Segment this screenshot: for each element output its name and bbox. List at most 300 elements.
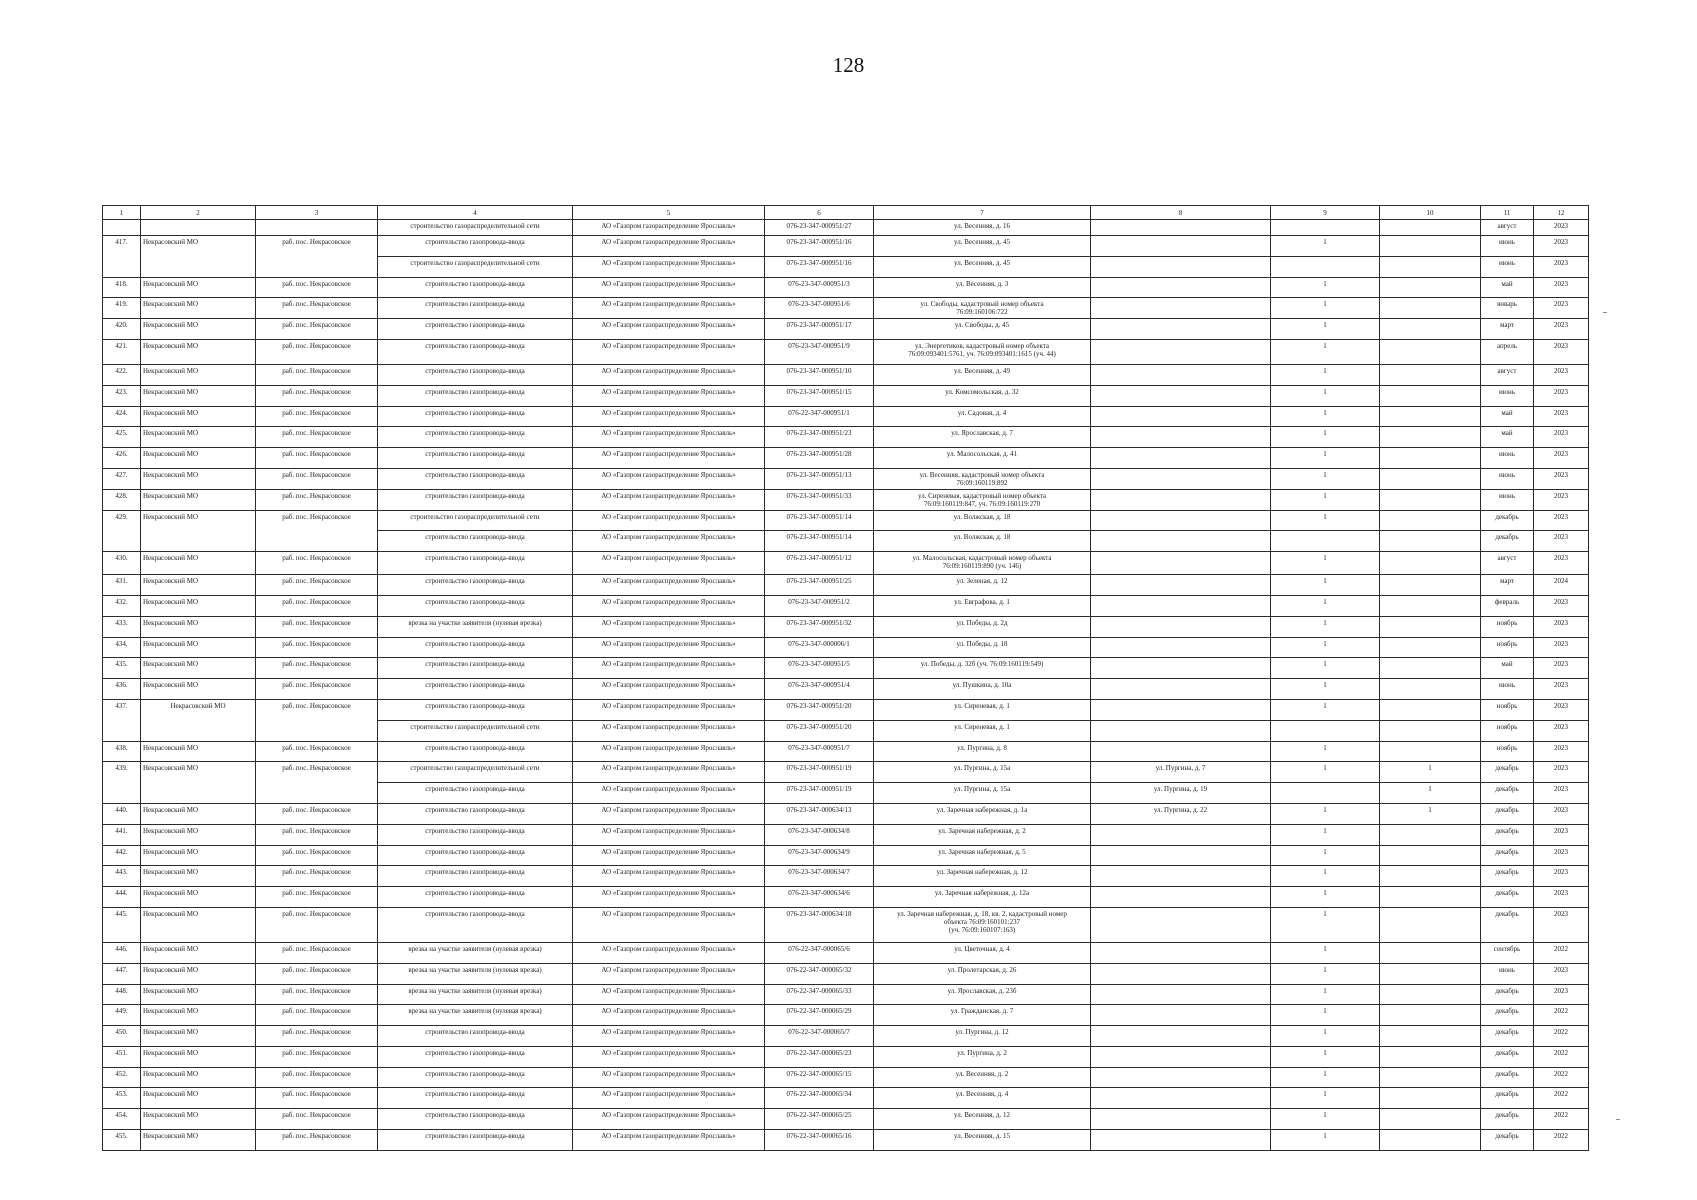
work-type: строительство газопровода-ввода bbox=[378, 319, 573, 340]
row-number bbox=[103, 220, 141, 236]
month: март bbox=[1481, 319, 1534, 340]
tu-number: 076-23-347-000951/10 bbox=[765, 364, 874, 385]
municipality: Некрасовский МО bbox=[141, 236, 256, 278]
extra-address bbox=[1091, 845, 1271, 866]
month: декабрь bbox=[1481, 1130, 1534, 1151]
tu-number: 076-22-347-000065/32 bbox=[765, 963, 874, 984]
table-row bbox=[103, 942, 1589, 963]
work-type: врезка на участке заявителя (нулевая врезка) bbox=[378, 963, 573, 984]
month: август bbox=[1481, 220, 1534, 236]
table-row bbox=[103, 277, 1589, 298]
municipality: Некрасовский МО bbox=[141, 845, 256, 866]
extra-address bbox=[1091, 427, 1271, 448]
tu-number: 076-23-347-000951/19 bbox=[765, 783, 874, 804]
work-type: строительство газопровода-ввода bbox=[378, 552, 573, 575]
work-type: строительство газораспределительной сети bbox=[378, 220, 573, 236]
table-row bbox=[103, 448, 1589, 469]
table-row bbox=[103, 637, 1589, 658]
month: январь bbox=[1481, 298, 1534, 319]
address: ул. Пургина, д. 15а bbox=[874, 783, 1091, 804]
table-row bbox=[103, 845, 1589, 866]
month: декабрь bbox=[1481, 1026, 1534, 1047]
count-col9: 1 bbox=[1271, 699, 1380, 720]
tu-number: 076-23-347-000951/9 bbox=[765, 339, 874, 364]
tu-number: 076-22-347-000951/1 bbox=[765, 406, 874, 427]
tu-number: 076-23-347-000951/2 bbox=[765, 595, 874, 616]
row-number: 426. bbox=[103, 448, 141, 469]
extra-address bbox=[1091, 448, 1271, 469]
settlement: раб. пос. Некрасовское bbox=[256, 236, 378, 278]
count-col9: 1 bbox=[1271, 1088, 1380, 1109]
row-number: 419. bbox=[103, 298, 141, 319]
extra-address bbox=[1091, 866, 1271, 887]
work-type: строительство газопровода-ввода bbox=[378, 339, 573, 364]
year: 2023 bbox=[1534, 531, 1589, 552]
table-row bbox=[103, 679, 1589, 700]
municipality: Некрасовский МО bbox=[141, 963, 256, 984]
row-number: 427. bbox=[103, 468, 141, 489]
municipality: Некрасовский МО bbox=[141, 637, 256, 658]
tu-number: 076-22-347-000065/16 bbox=[765, 1130, 874, 1151]
work-type: строительство газораспределительной сети bbox=[378, 510, 573, 531]
year: 2023 bbox=[1534, 658, 1589, 679]
count-col10 bbox=[1380, 595, 1481, 616]
tu-number: 076-23-347-000634/7 bbox=[765, 866, 874, 887]
count-col9: 1 bbox=[1271, 236, 1380, 257]
organization: АО «Газпром газораспределение Ярославль» bbox=[573, 510, 765, 531]
settlement: раб. пос. Некрасовское bbox=[256, 658, 378, 679]
month: ноябрь bbox=[1481, 699, 1534, 720]
tu-number: 076-23-347-000006/1 bbox=[765, 637, 874, 658]
tu-number: 076-23-347-000951/20 bbox=[765, 720, 874, 741]
row-number: 448. bbox=[103, 984, 141, 1005]
tu-number: 076-23-347-000951/15 bbox=[765, 385, 874, 406]
extra-address bbox=[1091, 984, 1271, 1005]
organization: АО «Газпром газораспределение Ярославль» bbox=[573, 679, 765, 700]
address: ул. Пургина, д. 2 bbox=[874, 1046, 1091, 1067]
extra-address bbox=[1091, 319, 1271, 340]
extra-address bbox=[1091, 637, 1271, 658]
month: май bbox=[1481, 427, 1534, 448]
count-col9: 1 bbox=[1271, 364, 1380, 385]
row-number: 450. bbox=[103, 1026, 141, 1047]
tu-number: 076-22-347-000065/6 bbox=[765, 942, 874, 963]
month: декабрь bbox=[1481, 762, 1534, 783]
year: 2023 bbox=[1534, 783, 1589, 804]
count-col9 bbox=[1271, 531, 1380, 552]
table-row bbox=[103, 1046, 1589, 1067]
tu-number: 076-23-347-000951/23 bbox=[765, 427, 874, 448]
organization: АО «Газпром газораспределение Ярославль» bbox=[573, 1109, 765, 1130]
tu-number: 076-22-347-000065/7 bbox=[765, 1026, 874, 1047]
year: 2023 bbox=[1534, 679, 1589, 700]
settlement: раб. пос. Некрасовское bbox=[256, 339, 378, 364]
municipality: Некрасовский МО bbox=[141, 1088, 256, 1109]
table-row bbox=[103, 699, 1589, 720]
count-col10 bbox=[1380, 220, 1481, 236]
tu-number: 076-23-347-000951/12 bbox=[765, 552, 874, 575]
work-type: строительство газопровода-ввода bbox=[378, 845, 573, 866]
table-row bbox=[103, 803, 1589, 824]
year: 2023 bbox=[1534, 236, 1589, 257]
organization: АО «Газпром газораспределение Ярославль» bbox=[573, 364, 765, 385]
month: ноябрь bbox=[1481, 637, 1534, 658]
row-number: 439. bbox=[103, 762, 141, 804]
extra-address bbox=[1091, 887, 1271, 908]
extra-address bbox=[1091, 824, 1271, 845]
work-type: строительство газопровода-ввода bbox=[378, 1067, 573, 1088]
tu-number: 076-23-347-000951/17 bbox=[765, 319, 874, 340]
organization: АО «Газпром газораспределение Ярославль» bbox=[573, 385, 765, 406]
tu-number: 076-23-347-000951/19 bbox=[765, 762, 874, 783]
year: 2022 bbox=[1534, 1088, 1589, 1109]
row-number: 431. bbox=[103, 575, 141, 596]
count-col10 bbox=[1380, 1109, 1481, 1130]
table-row bbox=[103, 1088, 1589, 1109]
extra-address bbox=[1091, 595, 1271, 616]
extra-address bbox=[1091, 963, 1271, 984]
count-col10 bbox=[1380, 236, 1481, 257]
month: июнь bbox=[1481, 256, 1534, 277]
year: 2023 bbox=[1534, 468, 1589, 489]
settlement: раб. пос. Некрасовское bbox=[256, 616, 378, 637]
settlement: раб. пос. Некрасовское bbox=[256, 984, 378, 1005]
count-col10 bbox=[1380, 385, 1481, 406]
settlement: раб. пос. Некрасовское bbox=[256, 845, 378, 866]
work-type: строительство газопровода-ввода bbox=[378, 277, 573, 298]
address: ул. Весенняя, д. 2 bbox=[874, 1067, 1091, 1088]
count-col9: 1 bbox=[1271, 679, 1380, 700]
settlement: раб. пос. Некрасовское bbox=[256, 866, 378, 887]
table-row bbox=[103, 552, 1589, 575]
municipality: Некрасовский МО bbox=[141, 762, 256, 804]
column-number: 12 bbox=[1534, 206, 1589, 220]
year: 2023 bbox=[1534, 699, 1589, 720]
municipality: Некрасовский МО bbox=[141, 741, 256, 762]
table-row bbox=[103, 741, 1589, 762]
settlement: раб. пос. Некрасовское bbox=[256, 1026, 378, 1047]
tu-number: 076-23-347-000951/3 bbox=[765, 277, 874, 298]
month: ноябрь bbox=[1481, 720, 1534, 741]
address: ул. Евграфова, д. 1 bbox=[874, 595, 1091, 616]
row-number: 451. bbox=[103, 1046, 141, 1067]
work-type: строительство газораспределительной сети bbox=[378, 256, 573, 277]
table-row bbox=[103, 1109, 1589, 1130]
year: 2022 bbox=[1534, 1046, 1589, 1067]
organization: АО «Газпром газораспределение Ярославль» bbox=[573, 824, 765, 845]
count-col10 bbox=[1380, 907, 1481, 942]
tu-number: 076-23-347-000634/18 bbox=[765, 907, 874, 942]
count-col9: 1 bbox=[1271, 595, 1380, 616]
table-row bbox=[103, 427, 1589, 448]
year: 2022 bbox=[1534, 1005, 1589, 1026]
table-row bbox=[103, 236, 1589, 257]
count-col10 bbox=[1380, 298, 1481, 319]
month: июнь bbox=[1481, 236, 1534, 257]
year: 2022 bbox=[1534, 1109, 1589, 1130]
count-col10 bbox=[1380, 427, 1481, 448]
count-col10 bbox=[1380, 741, 1481, 762]
settlement: раб. пос. Некрасовское bbox=[256, 824, 378, 845]
settlement: раб. пос. Некрасовское bbox=[256, 468, 378, 489]
row-number: 420. bbox=[103, 319, 141, 340]
month: декабрь bbox=[1481, 984, 1534, 1005]
address: ул. Заречная набережная, д. 18, кв. 2, кадастровый номер объекта 76:09:160101:237 (уч. 76:09:160107:163) bbox=[874, 907, 1091, 942]
table-row bbox=[103, 1026, 1589, 1047]
address: ул. Сиреневая, д. 1 bbox=[874, 699, 1091, 720]
settlement: раб. пос. Некрасовское bbox=[256, 575, 378, 596]
table-row bbox=[103, 762, 1589, 783]
row-number: 441. bbox=[103, 824, 141, 845]
month: май bbox=[1481, 406, 1534, 427]
count-col9: 1 bbox=[1271, 762, 1380, 783]
scan-mark bbox=[1603, 312, 1607, 313]
count-col9: 1 bbox=[1271, 1067, 1380, 1088]
count-col10 bbox=[1380, 277, 1481, 298]
month: март bbox=[1481, 575, 1534, 596]
tu-number: 076-23-347-000951/28 bbox=[765, 448, 874, 469]
municipality: Некрасовский МО bbox=[141, 595, 256, 616]
extra-address bbox=[1091, 298, 1271, 319]
municipality: Некрасовский МО bbox=[141, 907, 256, 942]
table-row bbox=[103, 510, 1589, 531]
work-type: строительство газопровода-ввода bbox=[378, 699, 573, 720]
year: 2023 bbox=[1534, 339, 1589, 364]
extra-address bbox=[1091, 531, 1271, 552]
extra-address bbox=[1091, 1026, 1271, 1047]
organization: АО «Газпром газораспределение Ярославль» bbox=[573, 220, 765, 236]
work-type: строительство газораспределительной сети bbox=[378, 720, 573, 741]
settlement: раб. пос. Некрасовское bbox=[256, 699, 378, 741]
count-col10 bbox=[1380, 448, 1481, 469]
column-number: 6 bbox=[765, 206, 874, 220]
work-type: строительство газопровода-ввода bbox=[378, 1130, 573, 1151]
count-col10 bbox=[1380, 406, 1481, 427]
settlement: раб. пос. Некрасовское bbox=[256, 803, 378, 824]
table-row bbox=[103, 984, 1589, 1005]
organization: АО «Газпром газораспределение Ярославль» bbox=[573, 339, 765, 364]
scan-mark bbox=[1616, 1119, 1620, 1120]
extra-address bbox=[1091, 406, 1271, 427]
row-number: 445. bbox=[103, 907, 141, 942]
year: 2023 bbox=[1534, 762, 1589, 783]
municipality: Некрасовский МО bbox=[141, 942, 256, 963]
settlement: раб. пос. Некрасовское bbox=[256, 510, 378, 552]
year: 2022 bbox=[1534, 942, 1589, 963]
organization: АО «Газпром газораспределение Ярославль» bbox=[573, 1067, 765, 1088]
organization: АО «Газпром газораспределение Ярославль» bbox=[573, 298, 765, 319]
row-number: 421. bbox=[103, 339, 141, 364]
count-col9: 1 bbox=[1271, 741, 1380, 762]
address: ул. Победы, д. 32б (уч. 76:09:160119:549) bbox=[874, 658, 1091, 679]
municipality: Некрасовский МО bbox=[141, 1026, 256, 1047]
municipality: Некрасовский МО bbox=[141, 364, 256, 385]
organization: АО «Газпром газораспределение Ярославль» bbox=[573, 427, 765, 448]
settlement: раб. пос. Некрасовское bbox=[256, 907, 378, 942]
table-row bbox=[103, 1005, 1589, 1026]
column-number: 4 bbox=[378, 206, 573, 220]
count-col10 bbox=[1380, 489, 1481, 510]
tu-number: 076-23-347-000951/14 bbox=[765, 510, 874, 531]
organization: АО «Газпром газораспределение Ярославль» bbox=[573, 741, 765, 762]
work-type: строительство газопровода-ввода bbox=[378, 741, 573, 762]
municipality: Некрасовский МО bbox=[141, 679, 256, 700]
organization: АО «Газпром газораспределение Ярославль» bbox=[573, 1088, 765, 1109]
column-number: 3 bbox=[256, 206, 378, 220]
extra-address bbox=[1091, 907, 1271, 942]
row-number: 447. bbox=[103, 963, 141, 984]
settlement: раб. пос. Некрасовское bbox=[256, 1046, 378, 1067]
extra-address bbox=[1091, 468, 1271, 489]
extra-address: ул. Пургина, д. 7 bbox=[1091, 762, 1271, 783]
row-number: 449. bbox=[103, 1005, 141, 1026]
work-type: строительство газопровода-ввода bbox=[378, 385, 573, 406]
work-type: строительство газораспределительной сети bbox=[378, 762, 573, 783]
settlement: раб. пос. Некрасовское bbox=[256, 1130, 378, 1151]
count-col10: 1 bbox=[1380, 762, 1481, 783]
settlement: раб. пос. Некрасовское bbox=[256, 385, 378, 406]
work-type: строительство газопровода-ввода bbox=[378, 907, 573, 942]
organization: АО «Газпром газораспределение Ярославль» bbox=[573, 762, 765, 783]
extra-address: ул. Пургина, д. 19 bbox=[1091, 783, 1271, 804]
count-col10 bbox=[1380, 963, 1481, 984]
extra-address bbox=[1091, 220, 1271, 236]
table-row bbox=[103, 298, 1589, 319]
organization: АО «Газпром газораспределение Ярославль» bbox=[573, 658, 765, 679]
municipality: Некрасовский МО bbox=[141, 427, 256, 448]
column-number: 8 bbox=[1091, 206, 1271, 220]
table-row bbox=[103, 824, 1589, 845]
settlement: раб. пос. Некрасовское bbox=[256, 942, 378, 963]
extra-address bbox=[1091, 658, 1271, 679]
organization: АО «Газпром газораспределение Ярославль» bbox=[573, 1005, 765, 1026]
row-number: 430. bbox=[103, 552, 141, 575]
count-col10 bbox=[1380, 319, 1481, 340]
year: 2023 bbox=[1534, 256, 1589, 277]
count-col10: 1 bbox=[1380, 783, 1481, 804]
organization: АО «Газпром газораспределение Ярославль» bbox=[573, 783, 765, 804]
address: ул. Волжская, д. 18 bbox=[874, 510, 1091, 531]
month: ноябрь bbox=[1481, 616, 1534, 637]
count-col9 bbox=[1271, 220, 1380, 236]
tu-number: 076-23-347-000634/13 bbox=[765, 803, 874, 824]
extra-address: ул. Пургина, д. 22 bbox=[1091, 803, 1271, 824]
municipality: Некрасовский МО bbox=[141, 468, 256, 489]
tu-number: 076-23-347-000951/7 bbox=[765, 741, 874, 762]
count-col10 bbox=[1380, 364, 1481, 385]
count-col9: 1 bbox=[1271, 427, 1380, 448]
work-type: строительство газопровода-ввода bbox=[378, 887, 573, 908]
address: ул. Зеленая, д. 12 bbox=[874, 575, 1091, 596]
address: ул. Пургина, д. 8 bbox=[874, 741, 1091, 762]
tu-number: 076-23-347-000634/6 bbox=[765, 887, 874, 908]
tu-number: 076-23-347-000634/8 bbox=[765, 824, 874, 845]
year: 2023 bbox=[1534, 319, 1589, 340]
work-type: строительство газопровода-ввода bbox=[378, 595, 573, 616]
settlement: раб. пос. Некрасовское bbox=[256, 1109, 378, 1130]
extra-address bbox=[1091, 236, 1271, 257]
municipality: Некрасовский МО bbox=[141, 406, 256, 427]
address: ул. Свободы, д. 45 bbox=[874, 319, 1091, 340]
municipality bbox=[141, 220, 256, 236]
count-col9: 1 bbox=[1271, 887, 1380, 908]
settlement: раб. пос. Некрасовское bbox=[256, 1088, 378, 1109]
count-col10: 1 bbox=[1380, 803, 1481, 824]
work-type: строительство газопровода-ввода bbox=[378, 1109, 573, 1130]
row-number: 435. bbox=[103, 658, 141, 679]
row-number: 424. bbox=[103, 406, 141, 427]
municipality: Некрасовский МО bbox=[141, 510, 256, 552]
tu-number: 076-22-347-000065/29 bbox=[765, 1005, 874, 1026]
table-row bbox=[103, 468, 1589, 489]
tu-number: 076-22-347-000065/15 bbox=[765, 1067, 874, 1088]
table-row bbox=[103, 319, 1589, 340]
organization: АО «Газпром газораспределение Ярославль» bbox=[573, 942, 765, 963]
work-type: строительство газопровода-ввода bbox=[378, 1046, 573, 1067]
count-col9: 1 bbox=[1271, 468, 1380, 489]
address: ул. Весенняя, д. 16 bbox=[874, 220, 1091, 236]
work-type: строительство газопровода-ввода bbox=[378, 658, 573, 679]
organization: АО «Газпром газораспределение Ярославль» bbox=[573, 963, 765, 984]
address: ул. Пушкина, д. 10а bbox=[874, 679, 1091, 700]
extra-address bbox=[1091, 1088, 1271, 1109]
table-row bbox=[103, 595, 1589, 616]
address: ул. Победы, д. 18 bbox=[874, 637, 1091, 658]
count-col10 bbox=[1380, 339, 1481, 364]
row-number: 443. bbox=[103, 866, 141, 887]
tu-number: 076-23-347-000951/14 bbox=[765, 531, 874, 552]
work-type: строительство газопровода-ввода bbox=[378, 489, 573, 510]
column-number: 5 bbox=[573, 206, 765, 220]
municipality: Некрасовский МО bbox=[141, 887, 256, 908]
count-col10 bbox=[1380, 616, 1481, 637]
row-number: 417. bbox=[103, 236, 141, 278]
municipality: Некрасовский МО bbox=[141, 298, 256, 319]
address: ул. Ярославская, д. 23б bbox=[874, 984, 1091, 1005]
count-col10 bbox=[1380, 1046, 1481, 1067]
municipality: Некрасовский МО bbox=[141, 803, 256, 824]
organization: АО «Газпром газораспределение Ярославль» bbox=[573, 616, 765, 637]
work-type: строительство газопровода-ввода bbox=[378, 575, 573, 596]
count-col10 bbox=[1380, 658, 1481, 679]
month: июнь bbox=[1481, 489, 1534, 510]
row-number: 455. bbox=[103, 1130, 141, 1151]
settlement: раб. пос. Некрасовское bbox=[256, 762, 378, 804]
month: сентябрь bbox=[1481, 942, 1534, 963]
row-number: 438. bbox=[103, 741, 141, 762]
count-col9: 1 bbox=[1271, 319, 1380, 340]
month: декабрь bbox=[1481, 783, 1534, 804]
work-type: строительство газопровода-ввода bbox=[378, 236, 573, 257]
extra-address bbox=[1091, 575, 1271, 596]
address: ул. Весенняя, д. 3 bbox=[874, 277, 1091, 298]
year: 2023 bbox=[1534, 552, 1589, 575]
count-col9: 1 bbox=[1271, 1109, 1380, 1130]
row-number: 432. bbox=[103, 595, 141, 616]
column-number: 9 bbox=[1271, 206, 1380, 220]
municipality: Некрасовский МО bbox=[141, 1005, 256, 1026]
month: декабрь bbox=[1481, 531, 1534, 552]
organization: АО «Газпром газораспределение Ярославль» bbox=[573, 595, 765, 616]
count-col10 bbox=[1380, 720, 1481, 741]
count-col10 bbox=[1380, 845, 1481, 866]
table-row bbox=[103, 489, 1589, 510]
count-col10 bbox=[1380, 984, 1481, 1005]
row-number: 446. bbox=[103, 942, 141, 963]
work-type: врезка на участке заявителя (нулевая врезка) bbox=[378, 616, 573, 637]
count-col9: 1 bbox=[1271, 510, 1380, 531]
extra-address bbox=[1091, 256, 1271, 277]
